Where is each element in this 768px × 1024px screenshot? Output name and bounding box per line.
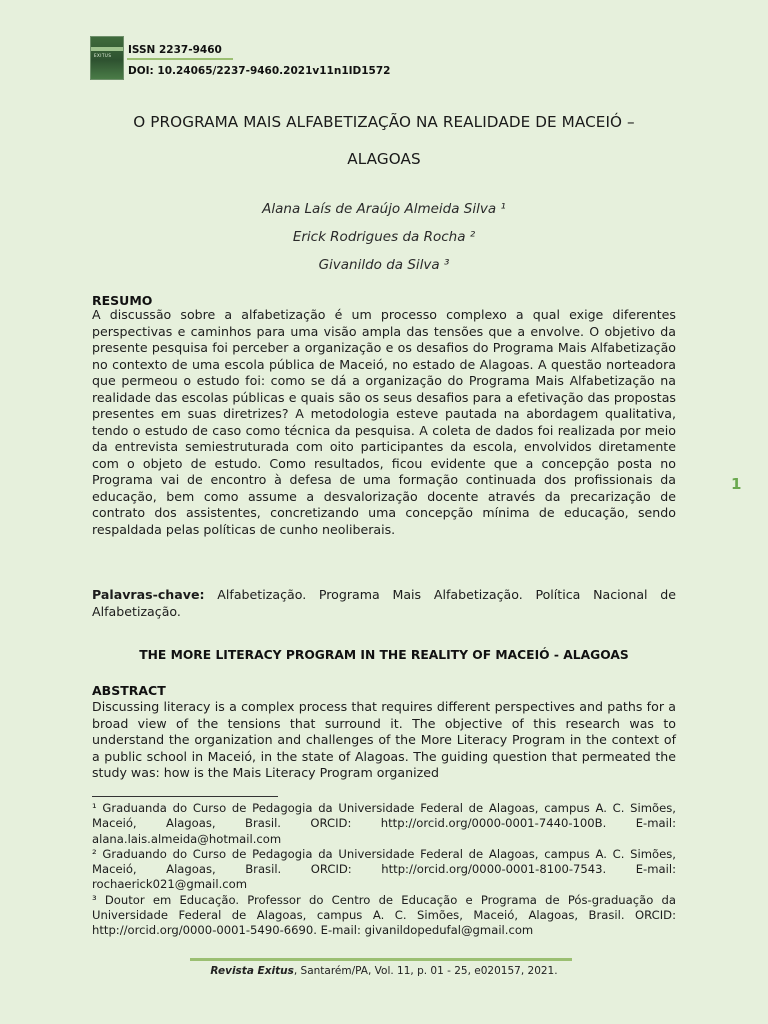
paper-title-line-1: O PROGRAMA MAIS ALFABETIZAÇÃO NA REALIDADE DE MACEIÓ – (133, 113, 635, 131)
cover-band (91, 47, 123, 51)
cover-text: EXITUS (94, 53, 112, 58)
issn-label: ISSN 2237-9460 (128, 44, 222, 56)
paper-title (92, 104, 676, 178)
english-title: THE MORE LITERACY PROGRAM IN THE REALITY OF MACEIÓ - ALAGOAS (139, 648, 629, 662)
footnotes (92, 801, 676, 939)
footnote-1: ¹ Graduanda do Curso de Pedagogia da Universidade Federal de Alagoas, campus A. C. Simões, Maceió, Alagoas, Brasil. ORCID: http://orcid.org/0000-0001-7440-100B. E-mail: alana.lais.almeida@hotmail.com (92, 801, 676, 846)
header-rule (127, 58, 233, 60)
abstract-heading: ABSTRACT (92, 683, 166, 698)
author-list (92, 195, 676, 279)
footnote-3: ³ Doutor em Educação. Professor do Centro de Educação e Programa de Pós-graduação da Universidade Federal de Alagoas, campus A. C. Simões, Maceió, Alagoas, Brasil. ORCID: http://orcid.org/0000-0001-5490-6690. E-mail: givanildopedufal@gmail.com (92, 892, 676, 938)
footer-citation: , Santarém/PA, Vol. 11, p. 01 - 25, e020157, 2021. (293, 965, 558, 977)
author-1: Alana Laís de Araújo Almeida Silva ¹ (262, 201, 506, 217)
keywords-block (92, 587, 676, 620)
author-2: Erick Rodrigues da Rocha ² (292, 229, 476, 245)
footer-rule (190, 958, 572, 961)
abstract-text: Discussing literacy is a complex process that requires different perspectives and paths for a broad view of the tensions that surround it. The objective of this research was to understand the organization and challenges of the More Literacy Program in the context of a public school in Maceió, in the state of Alagoas. The guiding question that permeated the study was: how is the Mais Literacy Program organized (92, 699, 676, 780)
keywords-text: Alfabetização. Programa Mais Alfabetização. Política Nacional de Alfabetização. (92, 587, 676, 619)
author-3: Givanildo da Silva ³ (318, 257, 450, 273)
footnote-2: ² Graduando do Curso de Pedagogia da Universidade Federal de Alagoas, campus A. C. Simões, Maceió, Alagoas, Brasil. ORCID: http://orcid.org/0000-0001-8100-7543. E-mail: rochaerick021@gmail.com (92, 846, 676, 892)
footer-journal-name: Revista Exitus (210, 965, 294, 977)
page-footer (0, 965, 768, 977)
resumo-text: A discussão sobre a alfabetização é um processo complexo a qual exige diferentes perspectivas e caminhos para uma visão ampla das tensões que a envolve. O objetivo da presente pesquisa foi perceber a organização e os desafios do Programa Mais Alfabetização no contexto de uma escola pública de Maceió, no estado de Alagoas. A questão norteadora que permeou o estudo foi: como se dá a organização do Programa Mais Alfabetização na realidade das escolas públicas e quais são os seus desafios para a efetivação das propostas presentes em suas diretrizes? A metodologia esteve pautada na abordagem qualitativa, tendo o estudo de caso como técnica da pesquisa. A coleta de dados foi realizada por meio da entrevista semiestruturada com oito participantes da escola, envolvidos diretamente com o objeto de estudo. Como resultados, ficou evidente que a concepção posta no Programa vai de encontro à defesa de uma formação continuada dos profissionais da educação, bem como assume a desvalorização docente através da precarização de contrato dos assistentes, concretizando uma concepção mínima de educação, sendo respaldada pelas políticas de cunho neoliberais. (92, 307, 676, 537)
journal-cover-thumbnail (90, 36, 124, 80)
footnote-rule (92, 796, 278, 797)
keywords-label: Palavras-chave: (92, 587, 205, 602)
resumo-heading: RESUMO (92, 293, 153, 308)
paper-title-line-2: ALAGOAS (347, 150, 421, 168)
page-number: 1 (731, 475, 742, 493)
doi-label: DOI: 10.24065/2237-9460.2021v11n1ID1572 (128, 65, 391, 77)
